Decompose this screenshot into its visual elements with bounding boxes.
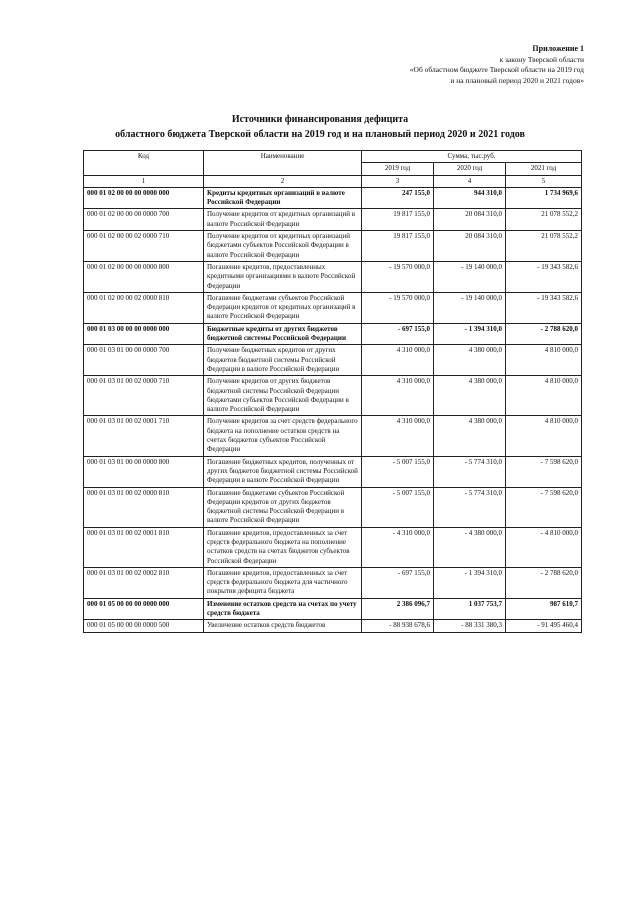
row-code: 000 01 03 01 00 00 0000 700	[84, 345, 204, 376]
table-colnum-row	[84, 175, 582, 187]
title-line-1: Источники финансирования дефицита	[231, 114, 409, 125]
row-name: Изменение остатков средств на счетах по учету средств бюджета	[204, 598, 362, 620]
row-name: Погашение кредитов, предоставленных за счет средств федерального бюджета на пополнение остатков средств на счетах бюджетов субъектов Российской Федерации	[204, 527, 362, 567]
row-value-2020: 4 380 000,0	[434, 345, 506, 376]
table-row	[84, 209, 582, 231]
header-line-3: и на плановый период 2020 и 2021 годов»	[450, 75, 584, 85]
row-value-2021: 21 078 552,2	[506, 231, 582, 262]
row-value-2019: 4 310 000,0	[362, 345, 434, 376]
row-value-2021: - 91 495 460,4	[506, 620, 582, 632]
row-value-2020: - 1 394 310,0	[434, 323, 506, 345]
row-value-2019: 247 155,0	[362, 187, 434, 209]
colnum-5: 5	[506, 175, 582, 187]
row-value-2021: 21 078 552,2	[506, 209, 582, 231]
table-row	[84, 231, 582, 262]
row-name: Погашение бюджетами субъектов Российской Федерации кредитов от других бюджетов бюджетной системы Российской Федерации в валюте Российской Федерации	[204, 487, 362, 527]
row-value-2021: - 2 788 620,0	[506, 323, 582, 345]
row-name: Бюджетные кредиты от других бюджетов бюджетной системы Российской Федерации	[204, 323, 362, 345]
row-value-2021: - 19 343 582,6	[506, 261, 582, 292]
header-year-2019: 2019 год	[362, 163, 434, 175]
table-row	[84, 620, 582, 632]
header-year-2021: 2021 год	[506, 163, 582, 175]
row-value-2020: - 88 331 380,3	[434, 620, 506, 632]
table-row	[84, 487, 582, 527]
row-value-2019: - 5 007 155,0	[362, 456, 434, 487]
row-code: 000 01 02 00 00 02 0000 810	[84, 292, 204, 323]
row-value-2019: 19 817 155,0	[362, 231, 434, 262]
table-header-row	[84, 151, 582, 163]
colnum-3: 3	[362, 175, 434, 187]
table-row	[84, 527, 582, 567]
document-title	[0, 112, 640, 142]
title-line-2: областного бюджета Тверской области на 2019 год и на плановый период 2020 и 2021 годов	[115, 129, 525, 140]
row-value-2020: 4 380 000,0	[434, 416, 506, 456]
row-value-2019: - 5 007 155,0	[362, 487, 434, 527]
table-row	[84, 345, 582, 376]
row-value-2021: 987 610,7	[506, 598, 582, 620]
row-value-2021: - 7 598 620,0	[506, 487, 582, 527]
row-value-2021: 1 734 969,6	[506, 187, 582, 209]
row-code: 000 01 03 01 00 02 0000 810	[84, 487, 204, 527]
row-value-2019: - 19 570 000,0	[362, 292, 434, 323]
row-code: 000 01 02 00 00 00 0000 800	[84, 261, 204, 292]
row-name: Погашение кредитов, предоставленных за счет средств федерального бюджета для частичного покрытия дефицита бюджета	[204, 567, 362, 598]
row-value-2019: 19 817 155,0	[362, 209, 434, 231]
row-value-2019: 4 310 000,0	[362, 376, 434, 416]
table-row	[84, 323, 582, 345]
row-value-2020: 1 037 753,7	[434, 598, 506, 620]
row-name: Кредиты кредитных организаций в валюте Российской Федерации	[204, 187, 362, 209]
colnum-2: 2	[204, 175, 362, 187]
row-name: Получение бюджетных кредитов от других бюджетов бюджетной системы Российской Федерации в валюте Российской Федерации	[204, 345, 362, 376]
financing-table	[83, 150, 582, 633]
row-value-2021: - 4 810 000,0	[506, 527, 582, 567]
row-value-2019: - 4 310 000,0	[362, 527, 434, 567]
row-value-2021: - 19 343 582,6	[506, 292, 582, 323]
row-value-2021: - 2 788 620,0	[506, 567, 582, 598]
row-value-2020: - 1 394 310,0	[434, 567, 506, 598]
row-value-2021: 4 810 000,0	[506, 376, 582, 416]
row-value-2019: - 19 570 000,0	[362, 261, 434, 292]
row-code: 000 01 05 00 00 00 0000 000	[84, 598, 204, 620]
header-line-2: «Об областном бюджете Тверской области на 2019 год	[409, 65, 584, 74]
appendix-label: Приложение 1	[532, 44, 584, 53]
row-value-2020: - 4 380 000,0	[434, 527, 506, 567]
row-value-2019: - 88 938 678,6	[362, 620, 434, 632]
document-header	[410, 44, 584, 86]
table-row	[84, 292, 582, 323]
row-value-2020: - 19 140 000,0	[434, 292, 506, 323]
row-code: 000 01 02 00 00 00 0000 000	[84, 187, 204, 209]
table-row	[84, 376, 582, 416]
row-value-2020: 944 310,0	[434, 187, 506, 209]
row-code: 000 01 03 01 00 02 0001 810	[84, 527, 204, 567]
row-name: Получение кредитов от кредитных организаций в валюте Российской Федерации	[204, 209, 362, 231]
table-row	[84, 261, 582, 292]
row-name: Погашение бюджетами субъектов Российской Федерации кредитов от кредитных организаций в валюте Российской Федерации	[204, 292, 362, 323]
row-name: Получение кредитов от кредитных организаций бюджетами субъектов Российской Федерации в валюте Российской Федерации	[204, 231, 362, 262]
row-code: 000 01 03 01 00 02 0002 810	[84, 567, 204, 598]
colnum-4: 4	[434, 175, 506, 187]
row-value-2020: 20 084 310,0	[434, 231, 506, 262]
table-row	[84, 567, 582, 598]
row-value-2021: 4 810 000,0	[506, 416, 582, 456]
row-value-2021: 4 810 000,0	[506, 345, 582, 376]
row-name: Увеличение остатков средств бюджетов	[204, 620, 362, 632]
row-value-2020: - 19 140 000,0	[434, 261, 506, 292]
row-value-2020: 20 084 310,0	[434, 209, 506, 231]
row-value-2019: 2 386 096,7	[362, 598, 434, 620]
header-year-2020: 2020 год	[434, 163, 506, 175]
row-code: 000 01 02 00 00 00 0000 700	[84, 209, 204, 231]
colnum-1: 1	[84, 175, 204, 187]
row-value-2020: 4 380 000,0	[434, 376, 506, 416]
row-value-2019: 4 310 000,0	[362, 416, 434, 456]
table-row	[84, 456, 582, 487]
header-sum: Сумма, тыс.руб.	[362, 151, 582, 163]
row-code: 000 01 03 01 00 02 0000 710	[84, 376, 204, 416]
row-code: 000 01 03 01 00 00 0000 800	[84, 456, 204, 487]
row-code: 000 01 02 00 00 02 0000 710	[84, 231, 204, 262]
row-name: Получение кредитов от других бюджетов бюджетной системы Российской Федерации бюджетами субъектов Российской Федерации в валюте Российской Федерации	[204, 376, 362, 416]
row-value-2020: - 5 774 310,0	[434, 456, 506, 487]
header-code: Код	[84, 151, 204, 176]
header-line-1: к закону Тверской области	[499, 54, 584, 64]
row-code: 000 01 05 00 00 00 0000 500	[84, 620, 204, 632]
header-name: Наименование	[204, 151, 362, 176]
table-row	[84, 416, 582, 456]
row-value-2021: - 7 598 620,0	[506, 456, 582, 487]
row-name: Погашение бюджетных кредитов, полученных от других бюджетов бюджетной системы Российской Федерации в валюте Российской Федерации	[204, 456, 362, 487]
row-value-2019: - 697 155,0	[362, 323, 434, 345]
row-value-2019: - 697 155,0	[362, 567, 434, 598]
row-name: Погашение кредитов, предоставленных кредитными организациями в валюте Российской Федерации	[204, 261, 362, 292]
row-value-2020: - 5 774 310,0	[434, 487, 506, 527]
row-name: Получение кредитов за счет средств федерального бюджета на пополнение остатков средств на счетах бюджетов субъектов Российской Федерации	[204, 416, 362, 456]
table-row	[84, 187, 582, 209]
table-row	[84, 598, 582, 620]
row-code: 000 01 03 00 00 00 0000 000	[84, 323, 204, 345]
row-code: 000 01 03 01 00 02 0001 710	[84, 416, 204, 456]
